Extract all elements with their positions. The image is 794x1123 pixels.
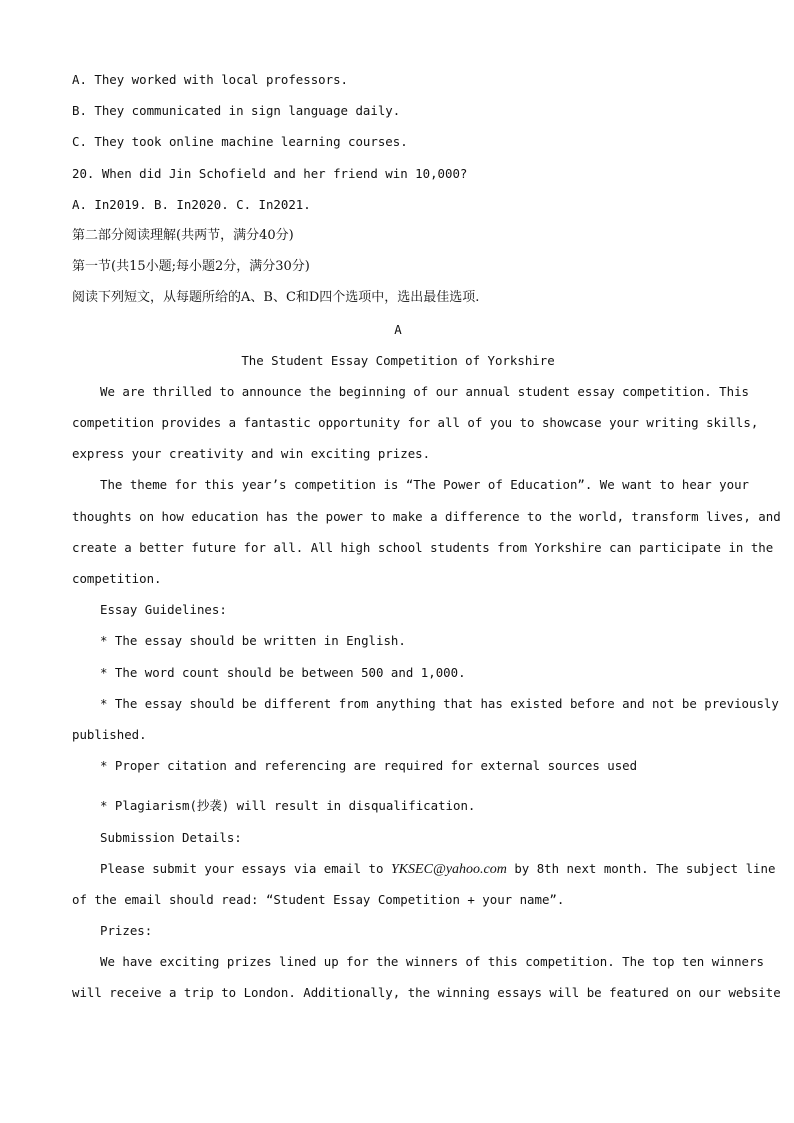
- prizes-heading: Prizes:: [100, 923, 153, 939]
- exam-page: [72, 64, 781, 1009]
- paragraph-2-line-1: The theme for this year’s competition is “The Power of Education”. We want to hear your: [100, 477, 750, 493]
- passage-label: A: [394, 321, 402, 337]
- guidelines-heading: Essay Guidelines:: [100, 602, 227, 618]
- guideline-3-line-1: * The essay should be different from anything that has existed before and not be previously: [100, 695, 779, 711]
- part-title: 第二部分阅读理解(共两节，满分40分): [72, 227, 294, 243]
- q19-option-b: B. They communicated in sign language daily.: [72, 103, 401, 119]
- paragraph-2-line-4: competition.: [72, 571, 162, 586]
- paragraph-1-line-3: express your creativity and win exciting prizes.: [72, 446, 431, 462]
- passage-title: The Student Essay Competition of Yorkshire: [241, 352, 555, 368]
- prizes-line-1: We have exciting prizes lined up for the winners of this competition. The top ten winners: [100, 954, 764, 970]
- paragraph-1-line-1: We are thrilled to announce the beginning of our annual student essay competition. This: [100, 383, 750, 399]
- submission-line-1: [72, 853, 776, 884]
- q19-option-c: C. They took online machine learning courses.: [72, 134, 408, 150]
- submission-email: YKSEC@yahoo.com: [390, 861, 507, 877]
- guideline-4: * Proper citation and referencing are required for external sources used: [100, 758, 638, 774]
- spacer: [72, 781, 724, 790]
- guideline-2: * The word count should be between 500 and 1,000.: [100, 664, 466, 680]
- section-subtitle: 第一节(共15小题;每小题2分，满分30分): [72, 259, 310, 275]
- section-instruction: 阅读下列短文，从每题所给的A、B、C和D四个选项中，选出最佳选项.: [72, 290, 480, 306]
- submission-text-before-email: Please submit your essays via email to: [100, 860, 391, 876]
- q20-stem: 20. When did Jin Schofield and her friend win 10,000?: [72, 165, 468, 181]
- prizes-line-2: will receive a trip to London. Additionally, the winning essays will be featured on our website: [72, 985, 781, 1001]
- guideline-1: * The essay should be written in English.: [100, 633, 406, 649]
- guideline-5: * Plagiarism(抄袭) will result in disqualification.: [100, 798, 476, 814]
- paragraph-2-line-2: thoughts on how education has the power to make a difference to the world, transform lives, and: [72, 508, 781, 524]
- q20-options: A. In2019. B. In2020. C. In2021.: [72, 196, 311, 212]
- submission-line-2: of the email should read: “Student Essay Competition + your name”.: [72, 891, 565, 907]
- q19-option-a: A. They worked with local professors.: [72, 72, 349, 87]
- paragraph-1-line-2: competition provides a fantastic opportunity for all of you to showcase your writing skills,: [72, 415, 759, 431]
- guideline-3-line-2: published.: [72, 726, 147, 742]
- paragraph-2-line-3: create a better future for all. All high school students from Yorkshire can participate in the: [72, 539, 774, 555]
- submission-heading: Submission Details:: [100, 829, 242, 845]
- submission-text-after-email: by 8th next month. The subject line: [506, 860, 776, 876]
